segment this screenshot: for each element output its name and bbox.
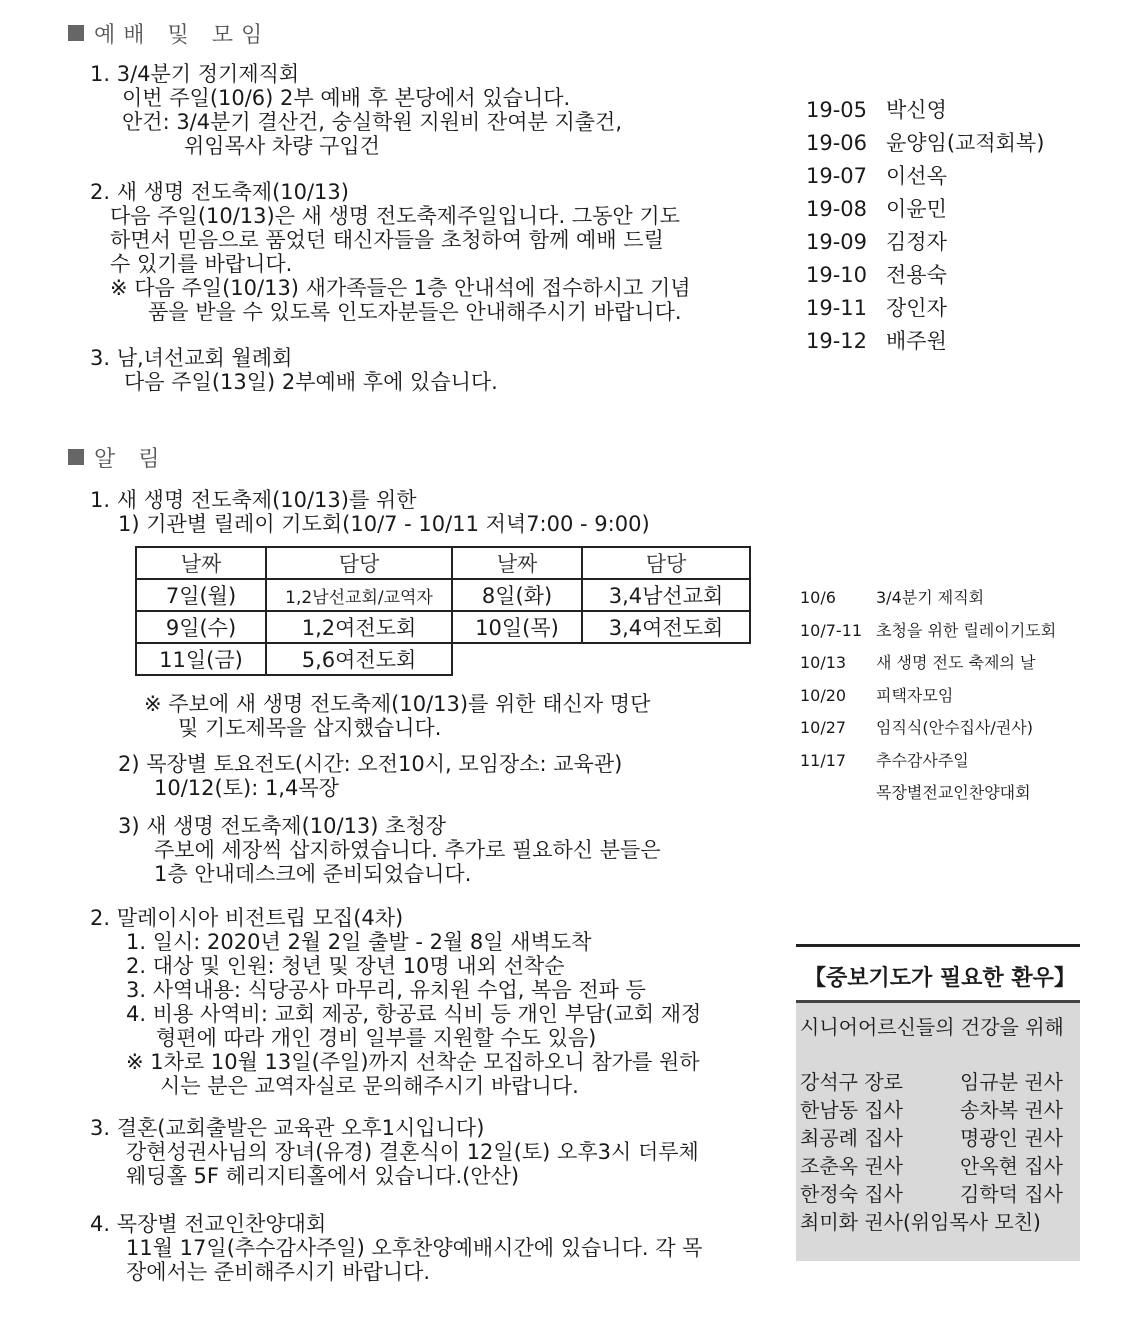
worship-item-1-title: 1. 3/4분기 정기제직회 [90,62,300,86]
table-cell: 7일(월) [136,579,266,611]
schedule-row: 10/13 새 생명 전도 축제의 날 [800,653,1036,672]
notice-item-2-line: 4. 비용 사역비: 교회 제공, 항공료 식비 등 개인 부담(교회 재정 [126,1002,702,1026]
table-cell: 3,4여전도회 [582,611,750,643]
schedule-row: 10/7-11 초청을 위한 릴레이기도회 [800,620,1057,640]
notice-item-1-title: 1. 새 생명 전도축제(10/13)를 위한 [90,488,417,512]
worship-item-2-note: 품을 받을 수 있도록 인도자분들은 안내해주시기 바랍니다. [148,300,682,324]
notice-item-1-note: ※ 주보에 새 생명 전도축제(10/13)를 위한 태신자 명단 [144,692,651,716]
schedule-row: 10/20 피택자모임 [800,685,954,705]
table-row [136,579,750,611]
prayer-box-title: 【중보기도가 필요한 환우】 [796,947,1080,1003]
square-bullet-icon [68,25,84,41]
worship-item-2-line: 다음 주일(10/13)은 새 생명 전도축제주일입니다. 그동안 기도 [110,204,680,228]
worship-item-1-line: 위임목사 차량 구입건 [184,134,380,158]
notice-item-1-sub3: 3) 새 생명 전도축제(10/13) 초청장 [118,814,447,838]
worship-item-3-line: 다음 주일(13일) 2부예배 후에 있습니다. [124,370,498,394]
table-header-cell: 날짜 [136,547,266,579]
worship-item-2-note: ※ 다음 주일(10/13) 새가족들은 1층 안내석에 접수하시고 기념 [110,276,691,300]
worship-item-1-line: 이번 주일(10/6) 2부 예배 후 본당에서 있습니다. [122,86,571,110]
table-cell: 1,2여전도회 [266,611,452,643]
worship-item-1-line: 안건: 3/4분기 결산건, 숭실학원 지원비 잔여분 지출건, [122,110,622,134]
schedule-row: 목장별전교인찬양대회 [876,783,1031,802]
worship-item-2-line: 하면서 믿음으로 품었던 태신자들을 초청하여 함께 예배 드릴 [110,228,664,252]
table-cell: 9일(수) [136,611,266,643]
member-row: 19-08 이윤민 [806,197,947,221]
member-row: 19-12 배주원 [806,329,947,353]
notice-item-4-line: 장에서는 준비해주시기 바랍니다. [126,1260,431,1284]
member-row: 19-06 윤양임(교적회복) [806,131,1045,155]
table-cell: 5,6여전도회 [266,643,452,675]
member-row: 19-05 박신영 [806,98,947,122]
notice-item-2-line: 1. 일시: 2020년 2월 2일 출발 - 2월 8일 새벽도착 [126,930,592,954]
table-cell: 11일(금) [136,643,266,675]
table-empty-cell [452,643,582,675]
table-cell: 10일(목) [452,611,582,643]
prayer-name-row: 한남동 집사 송차복 권사 [800,1098,1063,1122]
notice-item-2-note: 시는 분은 교역자실로 문의해주시기 바랍니다. [160,1074,579,1098]
prayer-name-row: 강석구 장로 임규분 권사 [800,1070,1063,1094]
notice-item-2-line: 형편에 따라 개인 경비 일부를 지원할 수도 있음) [156,1026,597,1050]
table-header-row [136,547,750,579]
schedule-list [800,582,1056,810]
prayer-request-box [796,944,1080,1261]
schedule-row: 10/27 임직식(안수집사/권사) [800,718,1033,737]
table-row [136,611,750,643]
member-row: 19-09 김정자 [806,230,947,254]
notice-item-3-line: 웨딩홀 5F 헤리지티홀에서 있습니다.(안산) [126,1164,520,1188]
worship-item-3-title: 3. 남,녀선교회 월례회 [90,346,293,370]
notice-item-1-sub2: 2) 목장별 토요전도(시간: 오전10시, 모임장소: 교육관) [118,752,623,776]
notice-item-2-line: 2. 대상 및 인원: 청년 및 장년 10명 내외 선착순 [126,954,565,978]
prayer-name-row: 한정숙 집사 김학덕 집사 [800,1182,1063,1206]
worship-item-2-title: 2. 새 생명 전도축제(10/13) [90,180,349,204]
member-row: 19-10 전용숙 [806,263,947,287]
table-row [136,643,750,675]
table-cell: 1,2남선교회/교역자 [266,579,452,611]
section-heading-notices: 알 림 [68,442,168,473]
notice-item-3-title: 3. 결혼(교회출발은 교육관 오후1시입니다) [90,1116,485,1140]
table-cell: 3,4남선교회 [582,579,750,611]
table-header-cell: 날짜 [452,547,582,579]
new-member-list [806,94,1044,358]
table-header-cell: 담당 [266,547,452,579]
prayer-name-row: 조춘옥 권사 안옥현 집사 [800,1154,1063,1178]
prayer-name-row: 최미화 권사(위임목사 모친) [800,1210,1041,1234]
table-empty-cell [582,643,750,675]
table-header-cell: 담당 [582,547,750,579]
member-row: 19-11 장인자 [806,296,947,320]
notice-item-2-line: 3. 사역내용: 식당공사 마무리, 유치원 수업, 복음 전파 등 [126,978,646,1002]
notice-item-4-title: 4. 목장별 전교인찬양대회 [90,1212,327,1236]
notice-item-3-line: 강현성권사님의 장녀(유경) 결혼식이 12일(토) 오후3시 더루체 [126,1140,699,1164]
schedule-row: 11/17 추수감사주일 [800,750,969,770]
notice-item-1-sub2: 10/12(토): 1,4목장 [154,776,339,800]
relay-prayer-table [135,546,751,676]
member-row: 19-07 이선옥 [806,164,947,188]
worship-item-2-line: 수 있기를 바랍니다. [110,252,293,276]
notice-item-1-sub3: 주보에 세장씩 삽지하였습니다. 추가로 필요하신 분들은 [154,838,661,862]
prayer-box-subtitle: 시니어어르신들의 건강을 위해 [800,1015,1064,1039]
notice-item-2-note: ※ 1차로 10월 13일(주일)까지 선착순 모집하오니 참가를 원하 [126,1050,700,1074]
notice-item-2-title: 2. 말레이시아 비전트립 모집(4차) [90,906,404,930]
table-cell: 8일(화) [452,579,582,611]
square-bullet-icon [68,449,84,465]
schedule-row: 10/6 3/4분기 제직회 [800,588,985,607]
notice-item-1-sub3: 1층 안내데스크에 준비되었습니다. [154,862,472,886]
notice-item-4-line: 11월 17일(추수감사주일) 오후찬양예배시간에 있습니다. 각 목 [126,1236,703,1260]
prayer-name-list [796,1048,1080,1236]
prayer-name-row: 최공례 집사 명광인 권사 [800,1126,1063,1150]
section-heading-worship: 예배 및 모임 [68,18,270,49]
notice-item-1-note: 및 기도제목을 삽지했습니다. [178,716,442,740]
notice-item-1-sub1: 1) 기관별 릴레이 기도회(10/7 - 10/11 저녁7:00 - 9:00) [118,512,650,536]
